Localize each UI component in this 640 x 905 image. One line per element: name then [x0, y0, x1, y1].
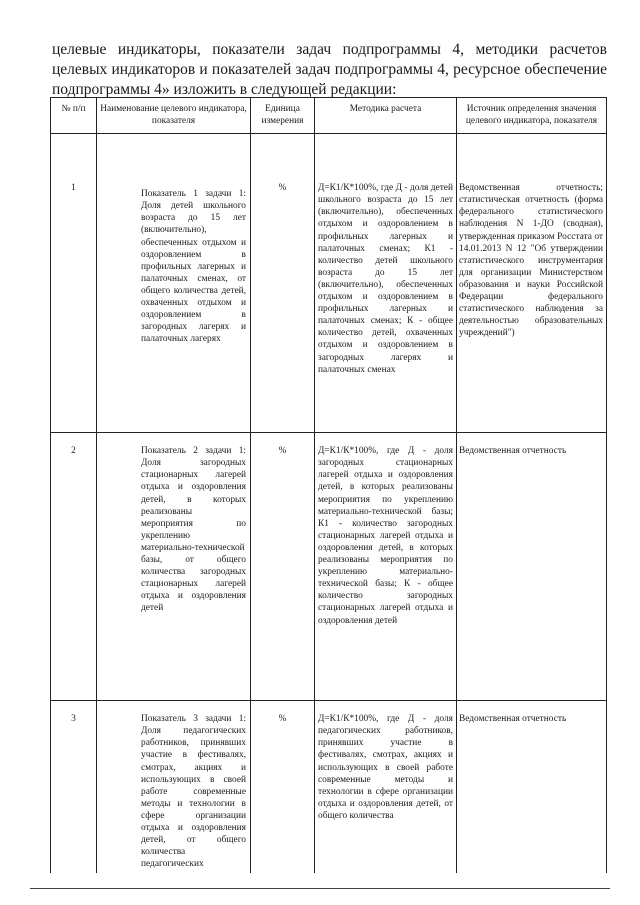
row-number: 1: [51, 134, 97, 433]
table-row: [51, 134, 607, 433]
header-indicator-name: Наименование целевого индикатора, показателя: [97, 98, 251, 134]
row-number: 3: [51, 701, 97, 874]
intro-paragraph: целевые индикаторы, показатели задач подпрограммы 4, методики расчетов целевых индикаторов и показателей задач подпрограммы 4, ресурсное обеспечение подпрограммы 4» изложить в следующей редакции:: [52, 41, 607, 98]
method-cell: Д=К1/К*100%, где Д - доля загородных стационарных лагерей отдыха и оздоровления детей, в которых реализованы мероприятия по укреплению материально-технической базы; К1 - количество загородных стационарных лагерей отдыха и оздоровления детей, в которых реализованы мероприятия по укреплению материально-технической базы; К - общее количество загородных стационарных лагерей отдыха и оздоровления детей: [315, 433, 457, 701]
unit-cell: %: [251, 134, 315, 433]
method-cell: Д=К1/К*100%, где Д - доля детей школьного возраста до 15 лет (включительно), обеспеченных отдыхом и оздоровлением в профильных лагерных и палаточных сменах; К1 - количество детей школьного возраста до 15 лет (включительно), обеспеченных отдыхом и оздоровлением в профильных лагерных и палаточных сменах; К - общее количество детей, охваченных отдыхом и оздоровлением в загородных лагерях и палаточных сменах: [315, 134, 457, 433]
source-cell: Ведомственная отчетность; статистическая отчетность (форма федерального статистического наблюдения N 1-ДО (сводная), утвержденная приказом Росстата от 14.01.2013 N 12 "Об утверждении статистического инструментария для организации Министерством образования и науки Российской Федерации федерального статистического наблюдения за деятельностью образовательных учреждений"): [457, 134, 607, 433]
unit-cell: %: [251, 433, 315, 701]
indicators-table: [50, 97, 607, 873]
source-cell: Ведомственная отчетность: [457, 433, 607, 701]
header-method: Методика расчета: [315, 98, 457, 134]
header-source: Источник определения значения целевого индикатора, показателя: [457, 98, 607, 134]
table-row: [51, 701, 607, 874]
table-row: [51, 433, 607, 701]
row-number: 2: [51, 433, 97, 701]
header-unit: Единица измерения: [251, 98, 315, 134]
method-cell: Д=К1/К*100%, где Д - доля педагогических работников, принявших участие в фестивалях, смотрах, акциях и использующих в своей работе современные методы и технологии в сфере организации отдыха и оздоровления детей, от общего количества: [315, 701, 457, 874]
indicator-name-cell: Показатель 2 задачи 1: Доля загородных стационарных лагерей отдыха и оздоровления детей, в которых реализованы мероприятия по укреплению материально-технической базы, от общего количества загородных стационарных лагерей отдыха и оздоровления детей: [97, 433, 251, 701]
source-cell: Ведомственная отчетность: [457, 701, 607, 874]
indicator-name-cell: Показатель 3 задачи 1: Доля педагогических работников, принявших участие в фестивалях, смотрах, акциях и использующих в своей работе современные методы и технологии в сфере организации отдыха и оздоровления детей, от общего количества педагогических: [97, 701, 251, 874]
table-header-row: [51, 98, 607, 134]
header-number: № п/п: [51, 98, 97, 134]
indicator-name-cell: Показатель 1 задачи 1: Доля детей школьного возраста до 15 лет (включительно), обеспеченных отдыхом и оздоровлением в профильных лагерных и палаточных сменах, от общего количества детей, охваченных отдыхом и оздоровлением в загородных лагерях и палаточных лагерях: [97, 134, 251, 433]
page-bottom-rule: [30, 888, 610, 889]
unit-cell: %: [251, 701, 315, 874]
